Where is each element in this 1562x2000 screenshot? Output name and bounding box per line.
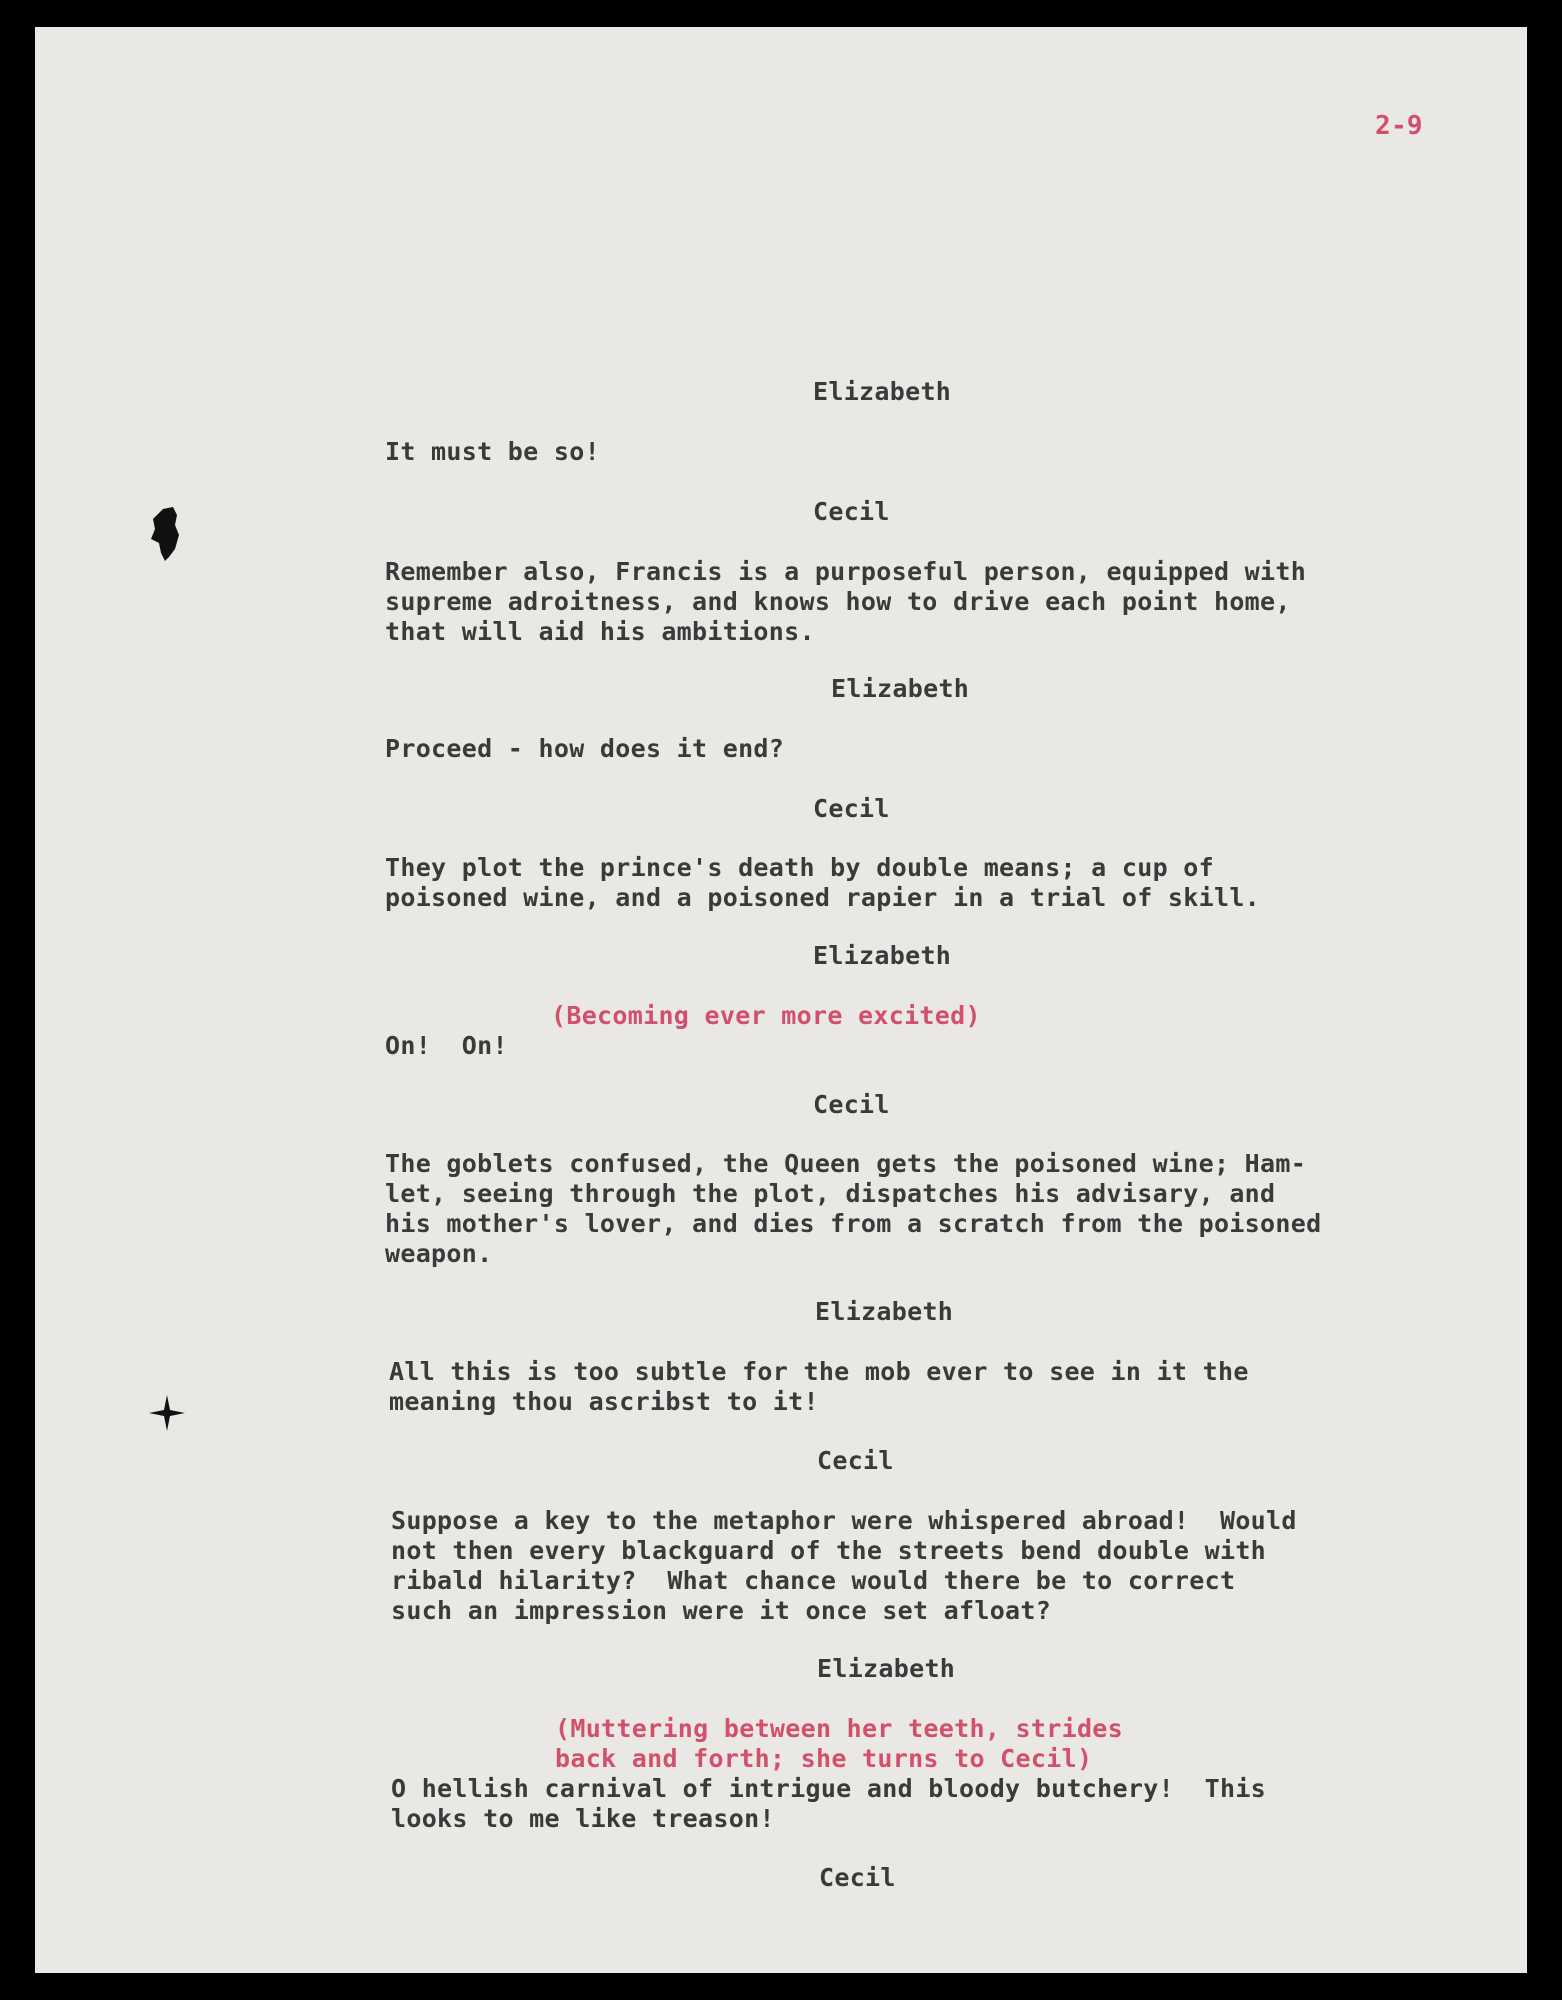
dialogue-line: looks to me like treason!: [391, 1804, 775, 1833]
punch-hole-top: [147, 505, 187, 565]
dialogue-line: Remember also, Francis is a purposeful person, equipped with: [385, 557, 1307, 586]
dialogue-line: his mother's lover, and dies from a scratch from the poisoned: [385, 1209, 1322, 1238]
speaker-name: Cecil: [817, 1446, 894, 1475]
dialogue-line: not then every blackguard of the streets bend double with: [391, 1536, 1267, 1565]
speaker-name: Cecil: [819, 1863, 896, 1892]
speaker-name: Elizabeth: [817, 1654, 956, 1683]
stage-direction: (Becoming ever more excited): [551, 1001, 981, 1030]
speaker-name: Cecil: [813, 1090, 890, 1119]
dialogue-line: They plot the prince's death by double means; a cup of: [385, 853, 1214, 882]
speaker-name: Cecil: [813, 497, 890, 526]
stage-direction: (Muttering between her teeth, strides: [555, 1714, 1123, 1743]
speaker-name: Elizabeth: [813, 377, 952, 406]
dialogue-line: All this is too subtle for the mob ever to see in it the: [389, 1357, 1249, 1386]
punch-hole-bottom: [145, 1391, 189, 1435]
dialogue-line: supreme adroitness, and knows how to drive each point home,: [385, 587, 1291, 616]
speaker-name: Elizabeth: [815, 1297, 954, 1326]
speaker-name: Elizabeth: [831, 674, 970, 703]
dialogue-line: ribald hilarity? What chance would there be to correct: [391, 1566, 1236, 1595]
dialogue-line: weapon.: [385, 1239, 493, 1268]
dialogue-line: Suppose a key to the metaphor were whispered abroad! Would: [391, 1506, 1297, 1535]
stage-direction: back and forth; she turns to Cecil): [555, 1744, 1093, 1773]
dialogue-line: such an impression were it once set afloat?: [391, 1596, 1052, 1625]
document-page: [35, 27, 1527, 1973]
dialogue-line: poisoned wine, and a poisoned rapier in a trial of skill.: [385, 883, 1261, 912]
dialogue-line: O hellish carnival of intrigue and bloody butchery! This: [391, 1774, 1267, 1803]
dialogue-line: The goblets confused, the Queen gets the poisoned wine; Ham-: [385, 1149, 1307, 1178]
dialogue-line: let, seeing through the plot, dispatches his advisary, and: [385, 1179, 1276, 1208]
page-number: 2-9: [1375, 111, 1423, 141]
speaker-name: Cecil: [813, 794, 890, 823]
dialogue-line: It must be so!: [385, 437, 600, 466]
dialogue-line: Proceed - how does it end?: [385, 734, 785, 763]
dialogue-line: that will aid his ambitions.: [385, 617, 815, 646]
dialogue-line: On! On!: [385, 1031, 508, 1060]
dialogue-line: meaning thou ascribst to it!: [389, 1387, 819, 1416]
speaker-name: Elizabeth: [813, 941, 952, 970]
